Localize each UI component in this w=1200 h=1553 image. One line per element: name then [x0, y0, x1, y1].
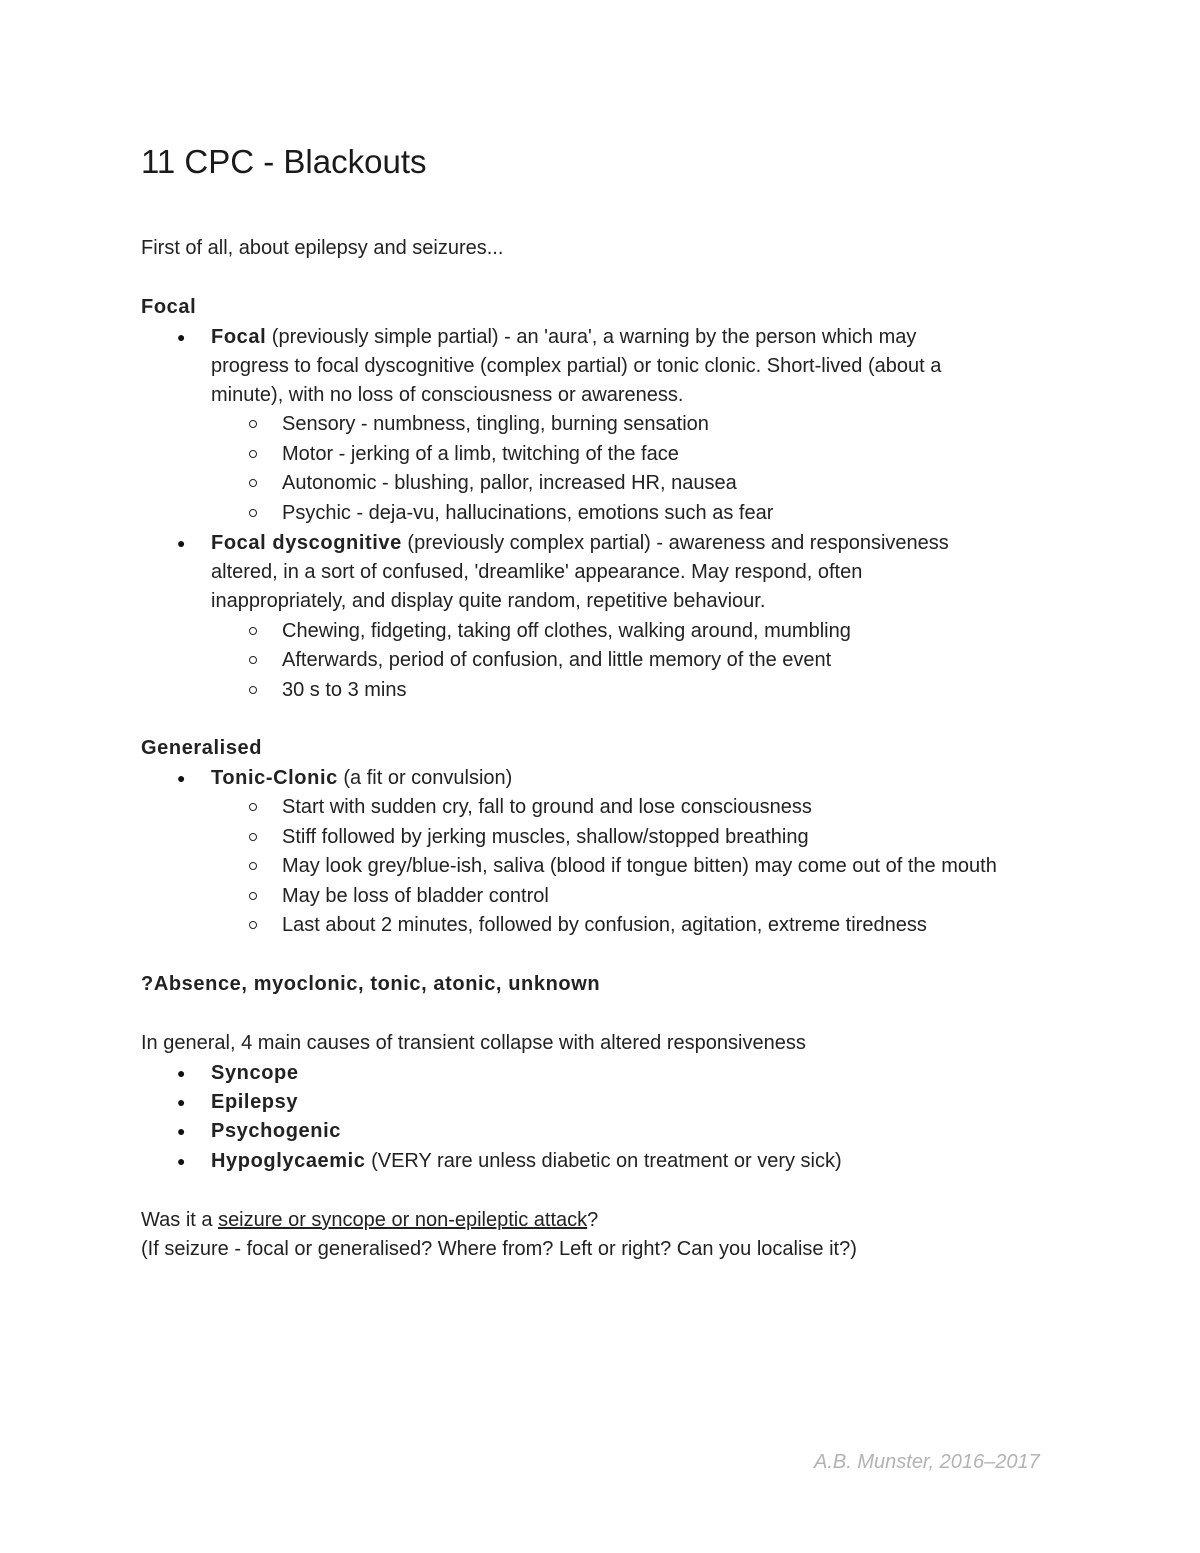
circle-bullet-icon [249, 627, 257, 635]
list-item-label: Focal dyscognitive [211, 532, 402, 554]
page-title: 11 CPC - Blackouts [141, 143, 427, 180]
list-item-tonic-clonic [211, 764, 512, 794]
circle-bullet-icon [249, 656, 257, 664]
list-item-text-continued: progress to focal dyscognitive (complex partial) or tonic clonic. Short-lived (about a [211, 355, 942, 377]
sub-list-item: Motor - jerking of a limb, twitching of the face [282, 443, 679, 465]
question-underlined: seizure or syncope or non-epileptic attack [218, 1209, 588, 1231]
causes-intro: In general, 4 main causes of transient collapse with altered responsiveness [141, 1032, 806, 1054]
sub-list-item: Chewing, fidgeting, taking off clothes, walking around, mumbling [282, 620, 851, 642]
list-item-text-continued: inappropriately, and display quite random, repetitive behaviour. [211, 590, 766, 612]
cause-item [211, 1117, 341, 1147]
other-seizure-types: ?Absence, myoclonic, tonic, atonic, unknown [141, 973, 601, 995]
circle-bullet-icon [249, 450, 257, 458]
list-item-focal-dyscognitive [211, 529, 949, 559]
sub-list-item: Stiff followed by jerking muscles, shallow/stopped breathing [282, 826, 809, 848]
cause-item [211, 1088, 298, 1118]
circle-bullet-icon [249, 833, 257, 841]
bullet-icon: ● [177, 1094, 186, 1110]
bullet-icon: ● [177, 535, 186, 551]
sub-list-item: Psychic - deja-vu, hallucinations, emotions such as fear [282, 502, 774, 524]
list-item-text: (previously simple partial) - an 'aura', a warning by the person which may [266, 326, 917, 348]
cause-label: Hypoglycaemic [211, 1150, 366, 1172]
sub-list-item: Last about 2 minutes, followed by confusion, agitation, extreme tiredness [282, 914, 927, 936]
bullet-icon: ● [177, 1153, 186, 1169]
circle-bullet-icon [249, 862, 257, 870]
bullet-icon: ● [177, 329, 186, 345]
circle-bullet-icon [249, 509, 257, 517]
sub-list-item: Sensory - numbness, tingling, burning sensation [282, 413, 709, 435]
circle-bullet-icon [249, 686, 257, 694]
cause-item [211, 1059, 299, 1089]
list-item-label: Focal [211, 326, 267, 348]
section-heading-generalised: Generalised [141, 737, 263, 759]
question-suffix: ? [587, 1209, 599, 1231]
bullet-icon: ● [177, 770, 186, 786]
sub-list-item: Autonomic - blushing, pallor, increased HR, nausea [282, 472, 737, 494]
bullet-icon: ● [177, 1065, 186, 1081]
list-item-text-continued: minute), with no loss of consciousness or awareness. [211, 384, 684, 406]
list-item-focal [211, 323, 916, 353]
bullet-icon: ● [177, 1123, 186, 1139]
cause-item [211, 1147, 842, 1177]
intro-text: First of all, about epilepsy and seizures... [141, 237, 504, 259]
circle-bullet-icon [249, 921, 257, 929]
cause-label: Psychogenic [211, 1120, 341, 1142]
cause-text: (VERY rare unless diabetic on treatment or very sick) [365, 1150, 842, 1172]
sub-list-item: 30 s to 3 mins [282, 679, 407, 701]
sub-list-item: May look grey/blue-ish, saliva (blood if tongue bitten) may come out of the mouth [282, 855, 997, 877]
question-prefix: Was it a [141, 1209, 219, 1231]
diagnostic-question [141, 1206, 598, 1236]
list-item-text-continued: altered, in a sort of confused, 'dreamlike' appearance. May respond, often [211, 561, 863, 583]
sub-list-item: Start with sudden cry, fall to ground and lose consciousness [282, 796, 812, 818]
sub-list-item: Afterwards, period of confusion, and little memory of the event [282, 649, 832, 671]
cause-label: Syncope [211, 1062, 299, 1084]
list-item-label: Tonic-Clonic [211, 767, 338, 789]
footer-attribution: A.B. Munster, 2016–2017 [814, 1451, 1040, 1473]
list-item-text: (previously complex partial) - awareness and responsiveness [401, 532, 949, 554]
section-heading-focal: Focal [141, 296, 197, 318]
cause-label: Epilepsy [211, 1091, 299, 1113]
circle-bullet-icon [249, 803, 257, 811]
diagnostic-followup: (If seizure - focal or generalised? Where from? Left or right? Can you localise it?) [141, 1238, 857, 1260]
sub-list-item: May be loss of bladder control [282, 885, 549, 907]
list-item-text: (a fit or convulsion) [337, 767, 513, 789]
circle-bullet-icon [249, 892, 257, 900]
circle-bullet-icon [249, 420, 257, 428]
circle-bullet-icon [249, 479, 257, 487]
